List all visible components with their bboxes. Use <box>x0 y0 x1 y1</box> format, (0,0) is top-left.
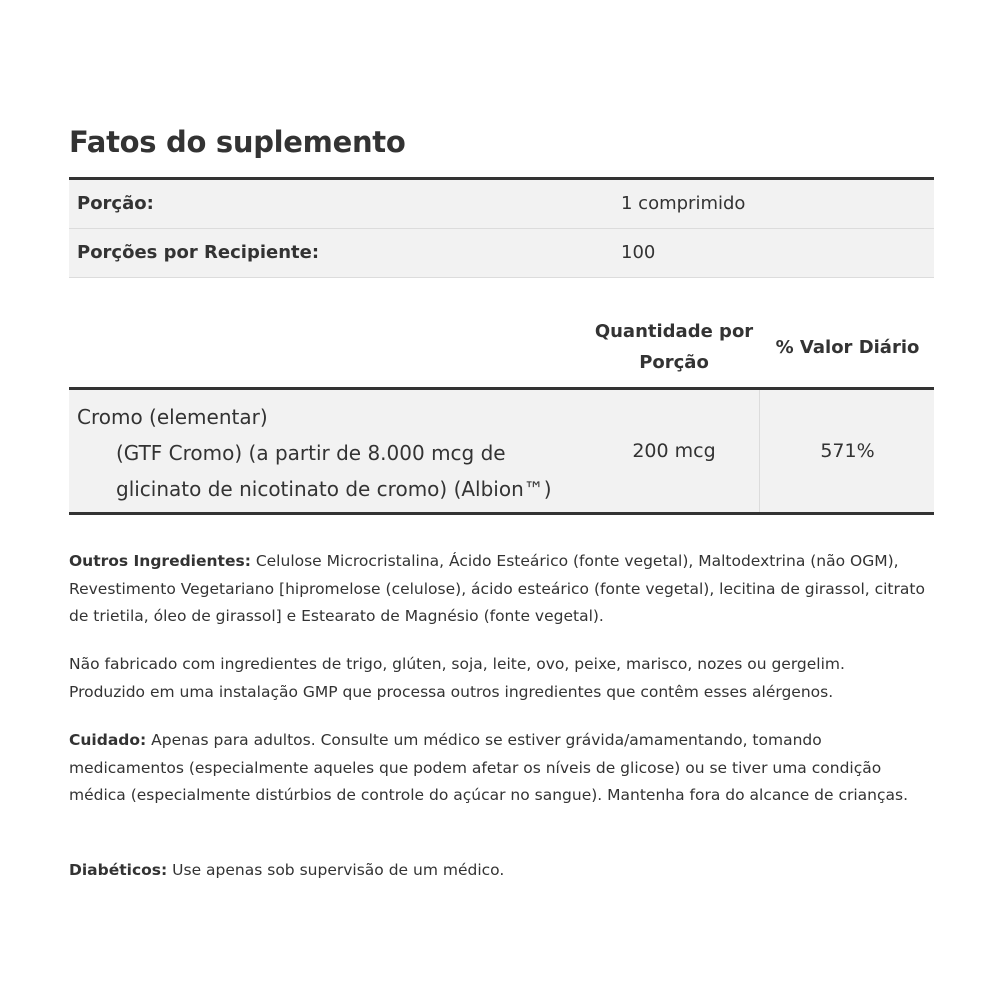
servings-per-container-row <box>69 229 934 278</box>
caution-text: Apenas para adultos. Consulte um médico se estiver grávida/amamentando, tomando medicamentos (especialmente aqueles que podem afetar os níveis de glicose) ou se tiver uma condição médica (especialmente distúrbios de controle do açúcar no sangue). Mantenha fora do alcance de crianças. <box>69 731 909 804</box>
serving-size-row <box>69 180 934 229</box>
page-title: Fatos do suplemento <box>69 125 406 159</box>
nutrient-daily-value: 571% <box>820 440 875 462</box>
nutrient-amount: 200 mcg <box>632 440 716 462</box>
nutrient-row <box>69 390 934 512</box>
serving-size-value: 1 comprimido <box>621 193 746 214</box>
caution-statement <box>69 727 934 810</box>
allergen-statement <box>69 651 934 706</box>
bottom-divider <box>69 512 934 515</box>
column-divider <box>759 390 760 512</box>
amount-per-serving-header <box>589 316 759 378</box>
allergen-line1: Não fabricado com ingredientes de trigo, glúten, soja, leite, ovo, peixe, marisco, nozes ou gergelim. <box>69 655 845 673</box>
other-ingredients-label: Outros Ingredientes: <box>69 552 251 570</box>
nutrient-name: Cromo (elementar) <box>77 405 268 429</box>
amount-header-line2: Porção <box>639 352 709 373</box>
servings-per-container-value: 100 <box>621 242 656 263</box>
serving-size-label: Porção: <box>77 193 154 214</box>
amount-header-line1: Quantidade por <box>594 321 754 342</box>
daily-value-header: % Valor Diário <box>775 337 920 358</box>
diabetics-label: Diabéticos: <box>69 861 168 879</box>
other-ingredients-text: Celulose Microcristalina, Ácido Esteárico (fonte vegetal), Maltodextrina (não OGM), Revestimento Vegetariano [hipromelose (celulose), ácido esteárico (fonte vegetal), lecitina de girassol, citrato de trietila, óleo de girassol] e Estearato de Magnésio (fonte vegetal). <box>69 552 925 625</box>
nutrient-detail-line1: (GTF Cromo) (a partir de 8.000 mcg de <box>116 441 506 465</box>
servings-per-container-label: Porções por Recipiente: <box>77 242 320 263</box>
allergen-line2: Produzido em uma instalação GMP que processa outros ingredientes que contêm esses alérgenos. <box>69 682 834 701</box>
nutrient-detail-line2: glicinato de nicotinato de cromo) (Albion™) <box>116 477 552 501</box>
other-ingredients <box>69 548 934 631</box>
diabetics-statement <box>69 857 934 885</box>
diabetics-text: Use apenas sob supervisão de um médico. <box>172 861 505 879</box>
nutrient-detail <box>116 435 596 507</box>
caution-label: Cuidado: <box>69 731 147 749</box>
